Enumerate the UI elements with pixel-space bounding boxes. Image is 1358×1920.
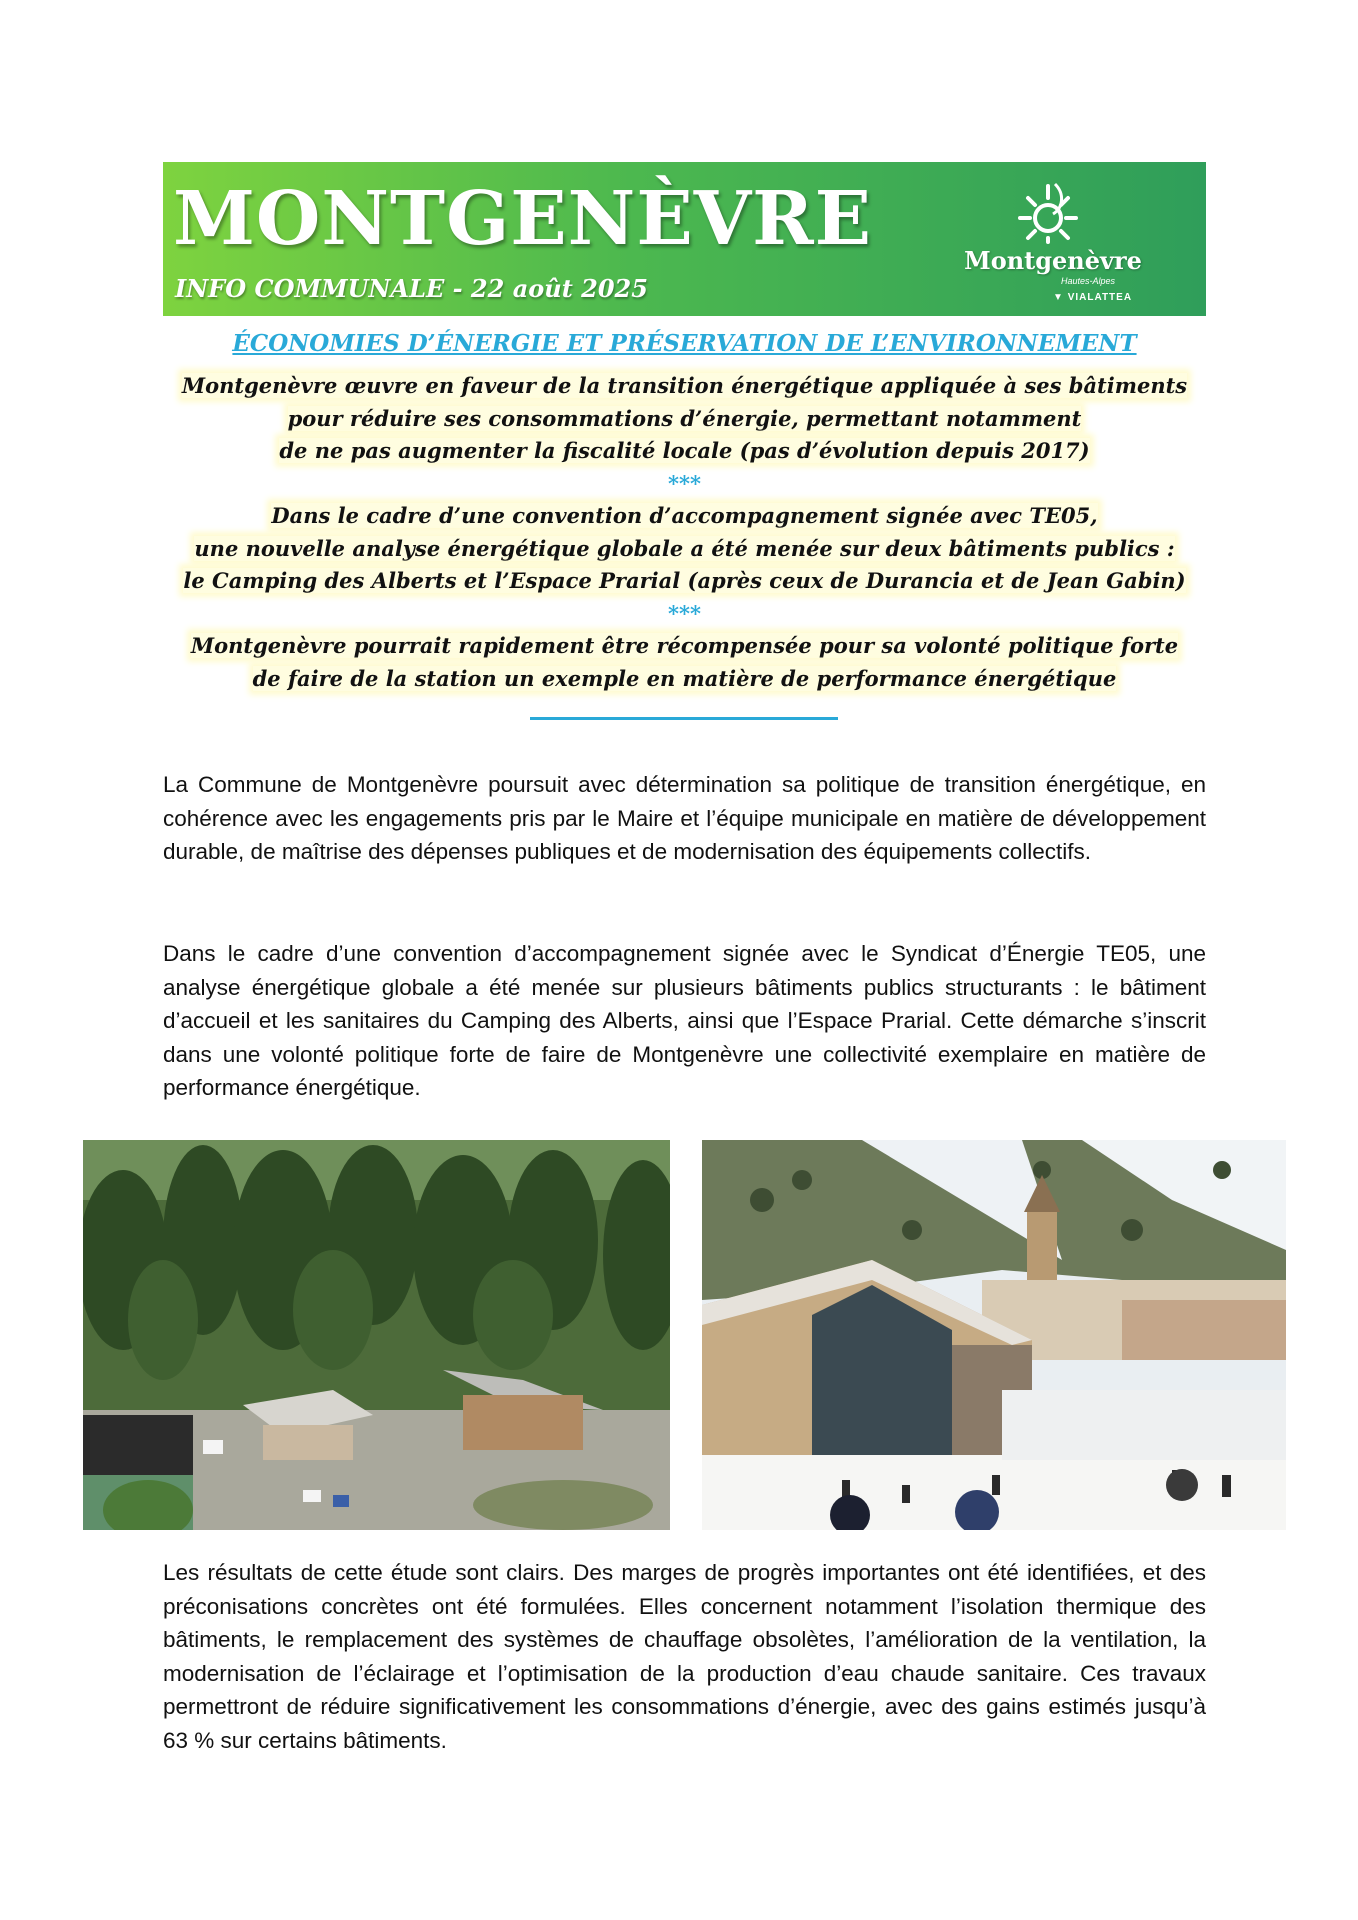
logo-region: Hautes-Alpes [1061,276,1116,286]
intro-line: Montgenèvre pourrait rapidement être récompensée pour sa volonté politique forte [190,633,1179,658]
banner-subtitle: INFO COMMUNALE - 22 août 2025 [175,274,648,303]
camping-photo [83,1140,670,1530]
chevron-down-icon: ▼ [1053,292,1068,303]
intro-line: Montgenèvre œuvre en faveur de la transition énergétique appliquée à ses bâtiments [181,373,1188,398]
intro-line: de faire de la station un exemple en matière de performance énergétique [252,665,1117,691]
intro-block [163,370,1206,695]
body-paragraph-1: La Commune de Montgenèvre poursuit avec détermination sa politique de transition énergétique, en cohérence avec les engagements pris par le Maire et l’équipe municipale en matière de développement durable, de maîtrise des dépenses publiques et de modernisation des équipements collectifs. [163,772,1206,864]
espace-prarial-photo [702,1140,1286,1530]
header-banner [163,162,1206,316]
section-divider [530,717,838,720]
montgenevre-logo [953,180,1153,310]
logo-name: Montgenèvre [964,246,1142,275]
body-paragraph-2: Dans le cadre d’une convention d’accompagnement signée avec le Syndicat d’Énergie TE05, une analyse énergétique globale a été menée sur plusieurs bâtiments publics structurants : le bâtiment d’accueil et les sanitaires du Camping des Alberts, ainsi que l’Espace Prarial. Cette démarche s’inscrit dans une volonté politique forte de faire de Montgenèvre une collectivité exemplaire en matière de performance énergétique. [163,941,1206,1100]
intro-line: Dans le cadre d’une convention d’accompagnement signée avec TE05, [271,503,1098,528]
intro-line: une nouvelle analyse énergétique globale a été menée sur deux bâtiments publics : [194,535,1175,561]
headline: ÉCONOMIES D’ÉNERGIE ET PRÉSERVATION DE L’ENVIRONNEMENT [232,330,1137,357]
logo-partner-text: VIALATTEA [1067,292,1133,303]
intro-line: pour réduire ses consommations d’énergie, permettant notamment [287,405,1082,431]
logo-partner [1053,292,1132,303]
banner-title: MONTGENÈVRE [173,176,873,262]
separator-stars: *** [668,470,701,496]
separator-stars: *** [668,600,701,626]
sun-icon [1013,180,1083,246]
intro-line: de ne pas augmenter la fiscalité locale (pas d’évolution depuis 2017) [279,438,1090,463]
body-paragraph-3: Les résultats de cette étude sont clairs. Des marges de progrès importantes ont été identifiées, et des préconisations concrètes ont été formulées. Elles concernent notamment l’isolation thermique des bâtiments, le remplacement des systèmes de chauffage obsolètes, l’amélioration de la ventilation, la modernisation de l’éclairage et l’optimisation de la production d’eau chaude sanitaire. Ces travaux permettront de réduire significativement les consommations d’énergie, avec des gains estimés jusqu’à 63 % sur certains bâtiments. [163,1560,1206,1753]
intro-line: le Camping des Alberts et l’Espace Prarial (après ceux de Durancia et de Jean Gabin) [183,568,1186,593]
